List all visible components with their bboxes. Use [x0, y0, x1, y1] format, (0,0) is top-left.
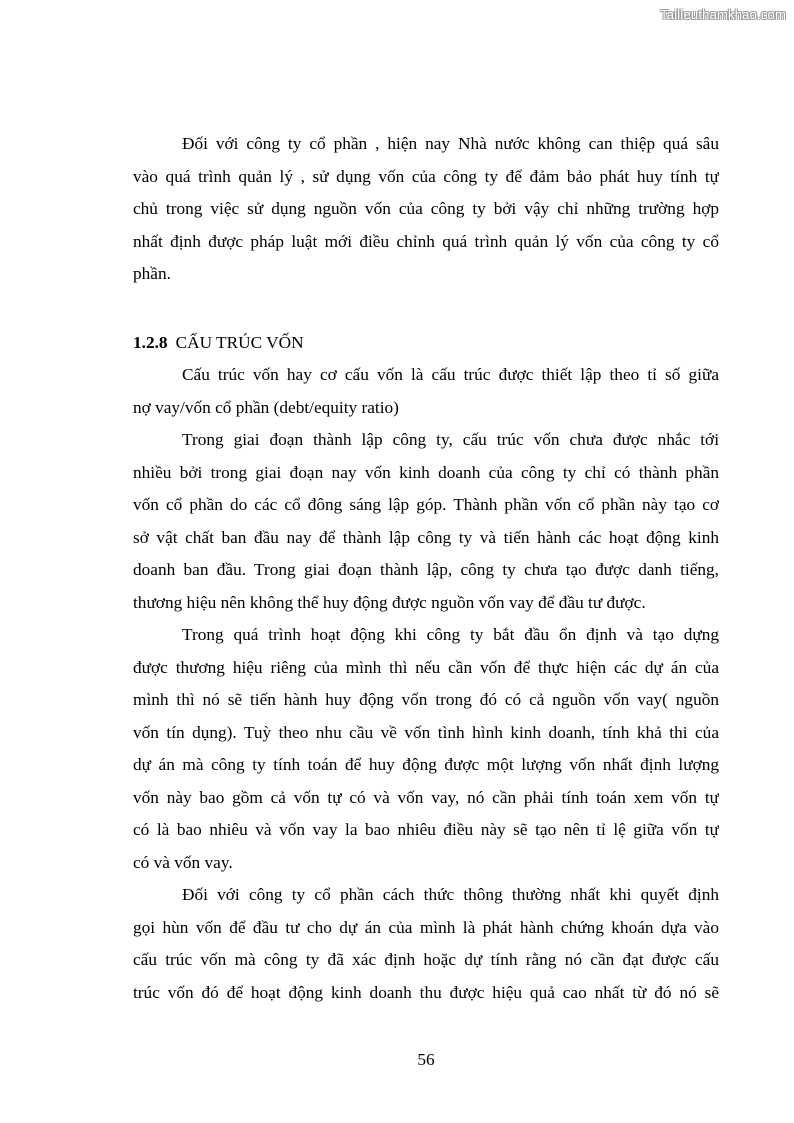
- document-body: [133, 128, 719, 1009]
- text-line: phần.: [133, 264, 171, 283]
- text-line: doanh ban đầu. Trong giai đoạn thành lập, công ty chưa tạo được danh tiếng,: [133, 560, 719, 579]
- text-line: Trong quá trình hoạt động khi công ty bắt đầu ổn định và tạo dựng: [182, 625, 719, 644]
- text-line: được thương hiệu riêng của mình thì nếu cần vốn để thực hiện các dự án của: [133, 657, 719, 677]
- text-line: vốn này bao gồm cả vốn tự có và vốn vay, nó cần phải tính toán xem vốn tự: [133, 787, 719, 807]
- section-title: CẤU TRÚC VỐN: [175, 332, 304, 352]
- text-line: nợ vay/vốn cổ phần (debt/equity ratio): [133, 397, 399, 417]
- text-line: có và vốn vay.: [133, 852, 233, 872]
- text-line: dự án mà công ty tính toán để huy động được một lượng vốn nhất định lượng: [133, 755, 719, 774]
- text-line: có là bao nhiêu và vốn vay la bao nhiêu điều này sẽ tạo nên tỉ lệ giữa vốn tự: [133, 820, 719, 839]
- text-line: sở vật chất ban đầu nay để thành lập công ty và tiến hành các hoạt động kinh: [133, 527, 719, 547]
- text-line: trúc vốn đó để hoạt động kinh doanh thu được hiệu quả cao nhất từ đó nó sẽ: [133, 982, 719, 1002]
- watermark: Tailieuthamkhao.com: [660, 7, 786, 22]
- text-line: mình thì nó sẽ tiến hành huy động vốn trong đó có cả nguồn vốn vay( nguồn: [133, 690, 719, 709]
- paragraph-5: [133, 879, 719, 1009]
- section-number: 1.2.8: [133, 332, 168, 352]
- text-line: Đối với công ty cổ phần , hiện nay Nhà nước không can thiệp quá sâu: [182, 134, 719, 153]
- text-line: Cấu trúc vốn hay cơ cấu vốn là cấu trúc được thiết lập theo tỉ số giữa: [182, 365, 719, 384]
- paragraph-3: [133, 424, 719, 619]
- text-line: chủ trong việc sử dụng nguồn vốn của công ty bởi vậy chỉ những trường hợp: [133, 199, 719, 218]
- text-line: gọi hùn vốn để đầu tư cho dự án của mình là phát hành chứng khoán dựa vào: [133, 917, 719, 937]
- paragraph-4: [133, 619, 719, 879]
- paragraph-2: [133, 359, 719, 424]
- text-line: vốn cổ phần do các cổ đông sáng lập góp. Thành phần vốn cổ phần này tạo cơ: [133, 495, 719, 514]
- text-line: vốn tín dụng). Tuỳ theo nhu cầu về vốn tình hình kinh doanh, tính khả thi của: [133, 722, 719, 742]
- section-heading: [133, 327, 719, 360]
- text-line: Đối với công ty cổ phần cách thức thông thường nhất khi quyết định: [182, 885, 719, 904]
- text-line: vào quá trình quản lý , sử dụng vốn của công ty để đảm bảo phát huy tính tự: [133, 166, 719, 186]
- text-line: thương hiệu nên không thể huy động được nguồn vốn vay để đầu tư được.: [133, 592, 646, 612]
- text-line: nhất định được pháp luật mới điều chỉnh quá trình quản lý vốn của công ty cổ: [133, 231, 719, 251]
- text-line: nhiều bởi trong giai đoạn nay vốn kinh doanh của công ty chỉ có thành phần: [133, 462, 719, 482]
- spacer: [133, 291, 719, 327]
- text-line: Trong giai đoạn thành lập công ty, cấu trúc vốn chưa được nhắc tới: [182, 430, 719, 449]
- text-line: cấu trúc vốn mà công ty đã xác định hoặc dự tính rằng nó cần đạt được cấu: [133, 950, 719, 969]
- paragraph-1: [133, 128, 719, 291]
- page-number: 56: [417, 1050, 435, 1069]
